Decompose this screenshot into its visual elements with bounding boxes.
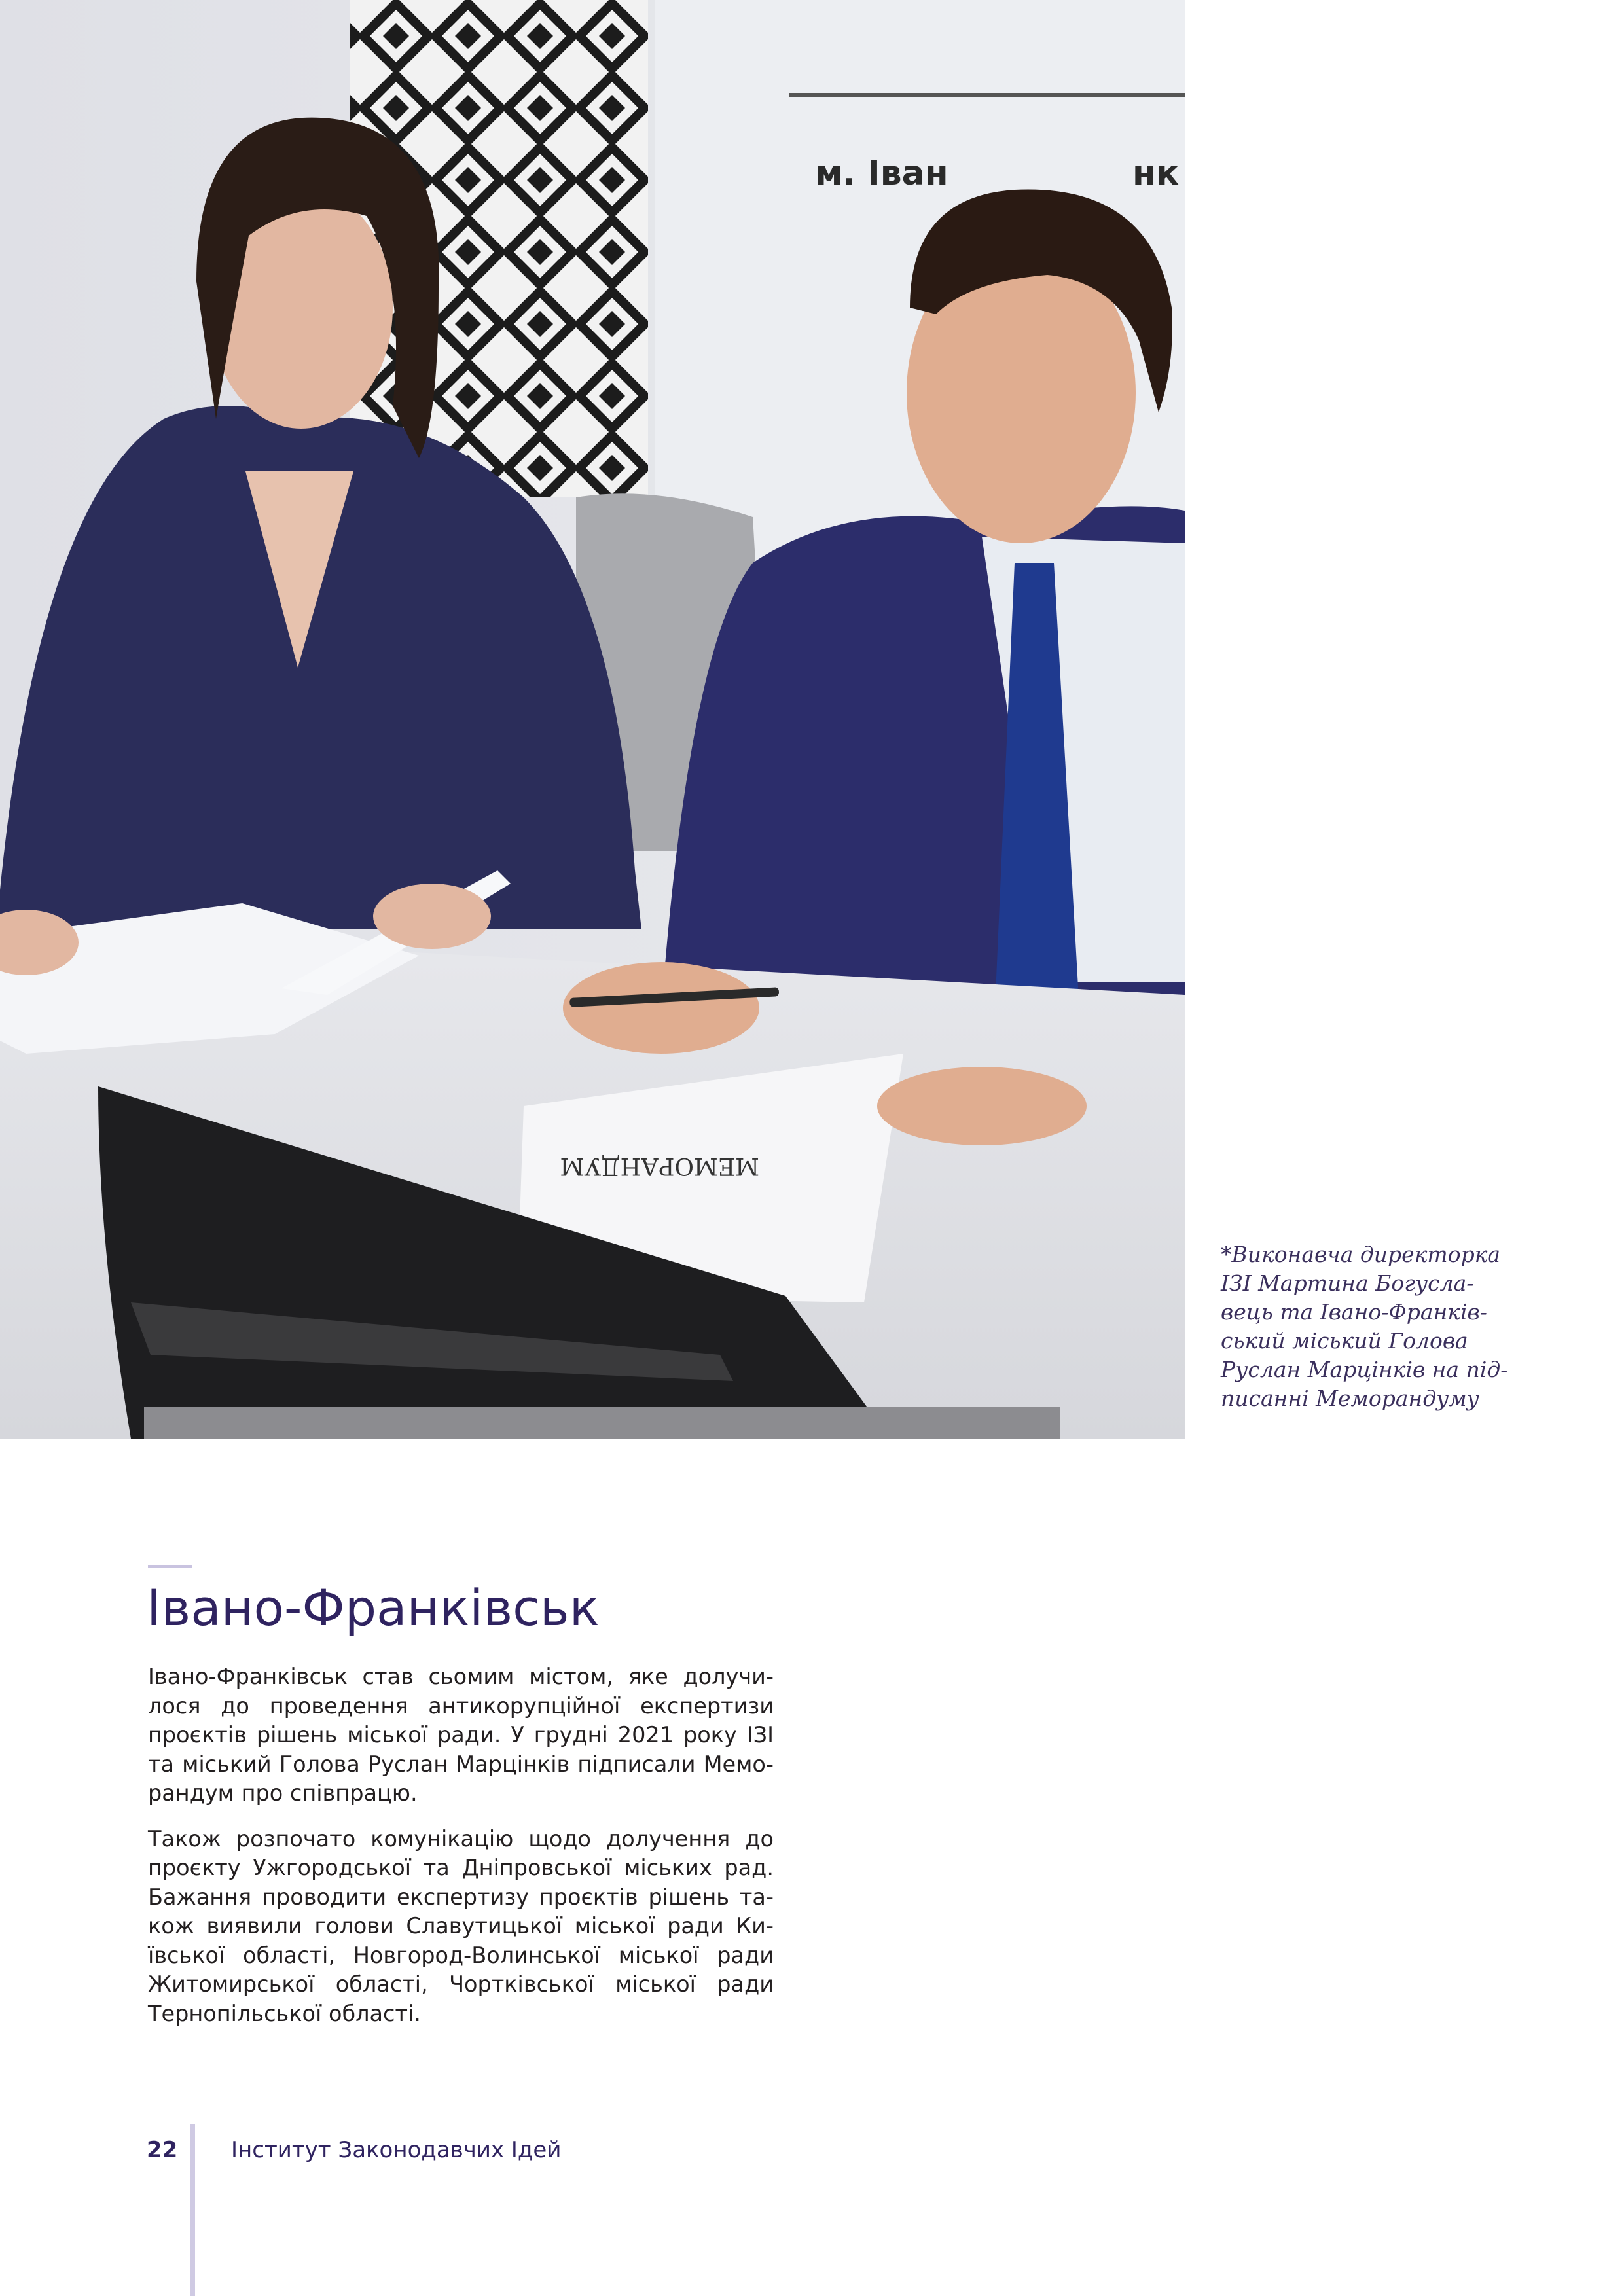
page-number: 22 <box>147 2137 178 2163</box>
sign-text-right: нк <box>1132 154 1180 193</box>
signing-photo <box>0 0 1185 1439</box>
article-paragraph-2: Також розпочато комунікацію щодо долучення до проєкту Ужгородської та Дніпровської міських рад. Бажання проводити експертизу проєктів рішень та-кож виявили голови Славутицької міської ради Ки-ївської області, Новгород-Волинської міської ради Житомирської області, Чортківської міської ради Тернопільської області. <box>148 1825 774 2026</box>
footer-organization: Інститут Законодавчих Ідей <box>231 2137 562 2163</box>
article-paragraph-1: Івано-Франківськ став сьомим містом, яке долучи-лося до проведення антикорупційної експертизи проєктів рішень міської ради. У грудні 2021 року ІЗІ та міський Голова Руслан Марцінків підписали Мемо-рандум про співпрацю. <box>148 1664 774 1806</box>
sign-text: м. Іван <box>815 154 948 193</box>
heading-rule <box>148 1565 192 1568</box>
footer-divider <box>190 2124 195 2296</box>
photo-caption: *Виконавча директорка ІЗІ Мартина Богусла- вець та Івано-Франків- ський міський Голова Руслан Марцінків на під- писанні Меморандуму <box>1221 1242 1508 1411</box>
article-body <box>148 1662 774 2045</box>
article-title: Івано-Франківськ <box>147 1579 600 1637</box>
memorandum-text: МЕМОРАНДУМ <box>560 1153 759 1179</box>
